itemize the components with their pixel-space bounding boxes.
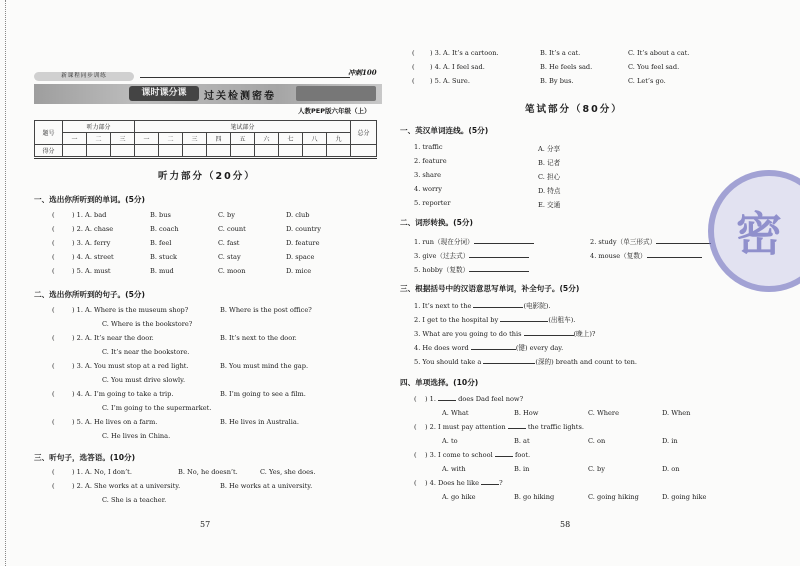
answer-paren[interactable]: (	[412, 49, 415, 57]
word: 2. feature	[414, 157, 447, 165]
section-title: 一、英汉单词连线。(5分)	[400, 126, 489, 135]
option: C. I’m going to the supermarket.	[102, 404, 212, 412]
option: B. It’s next to the door.	[220, 334, 297, 342]
banner-rule	[140, 77, 350, 78]
option: C. moon	[218, 267, 246, 275]
score-field[interactable]	[111, 145, 135, 157]
option: B. He works at a university.	[220, 482, 313, 490]
hint: (电影院).	[523, 302, 551, 310]
option: C. on	[588, 437, 606, 445]
score-cell-written: 笔试部分	[135, 121, 351, 133]
score-col: 三	[111, 133, 135, 145]
exam-title: 过关检测密卷	[204, 91, 276, 102]
score-col: 六	[255, 133, 279, 145]
score-field[interactable]	[279, 145, 303, 157]
banner-decoration	[296, 86, 376, 101]
prompt: 4. mouse（复数）	[590, 252, 647, 260]
option: ) 4. A. street	[72, 253, 114, 261]
answer-blank	[481, 484, 499, 485]
left-page	[30, 0, 382, 566]
option: B. He feels sad.	[540, 63, 593, 71]
prompt: 5. hobby（复数）	[414, 266, 470, 274]
option: ) 4. A. I’m going to take a trip.	[72, 390, 174, 398]
answer-paren[interactable]: (	[52, 468, 55, 476]
badge: 课时课分课	[129, 86, 199, 101]
score-col: 二	[159, 133, 183, 145]
word: 5. reporter	[414, 199, 451, 207]
score-field[interactable]	[63, 145, 87, 157]
score-col: 九	[327, 133, 351, 145]
option: C. going hiking	[588, 493, 639, 501]
option: D. feature	[286, 239, 320, 247]
binding-dotted-line	[5, 0, 6, 566]
answer-blank	[495, 456, 513, 457]
option: A. to	[442, 437, 458, 445]
score-table	[34, 120, 377, 157]
answer-paren[interactable]: (	[414, 395, 417, 403]
score-field[interactable]	[255, 145, 279, 157]
meaning: B. 记者	[538, 159, 561, 167]
section-title: 二、词形转换。(5分)	[400, 218, 473, 227]
score-cell-label: 题号	[35, 121, 63, 145]
answer-blank	[438, 400, 456, 401]
option: B. I’m going to see a film.	[220, 390, 306, 398]
option: C. He lives in China.	[102, 432, 171, 440]
score-field[interactable]	[135, 145, 159, 157]
option: B. mud	[150, 267, 174, 275]
meaning: D. 特点	[538, 187, 561, 195]
option: C. fast	[218, 239, 240, 247]
answer-blank[interactable]	[473, 307, 523, 308]
option: A. What	[442, 409, 469, 417]
option: D. When	[662, 409, 691, 417]
option: A. go hike	[442, 493, 476, 501]
option: C. It’s about a cat.	[628, 49, 690, 57]
answer-blank[interactable]	[656, 243, 711, 244]
option: B. Where is the post office?	[220, 306, 312, 314]
option: D. club	[286, 211, 310, 219]
sentence: 4. He does word	[414, 344, 469, 352]
header-divider	[34, 158, 377, 159]
answer-paren[interactable]: (	[52, 253, 55, 261]
option: ) 2. A. chase	[72, 225, 114, 233]
word: 1. traffic	[414, 143, 443, 151]
score-col: 二	[87, 133, 111, 145]
option: D. space	[286, 253, 315, 261]
answer-paren[interactable]: (	[52, 390, 55, 398]
prompt: 3. give（过去式）	[414, 252, 470, 260]
score-col: 八	[303, 133, 327, 145]
score-cell-total: 总分	[351, 121, 377, 145]
option: ) 5. A. Sure.	[430, 77, 470, 85]
answer-blank	[508, 428, 526, 429]
answer-paren[interactable]: (	[52, 239, 55, 247]
hint: (晚上)?	[573, 330, 596, 338]
answer-blank[interactable]	[483, 363, 535, 364]
option: C. stay	[218, 253, 241, 261]
answer-blank[interactable]	[500, 321, 548, 322]
option: B. bus	[150, 211, 171, 219]
score-col: 三	[183, 133, 207, 145]
brand-logo: 冲刺100	[348, 68, 377, 77]
option: D. country	[286, 225, 321, 233]
answer-paren[interactable]: (	[414, 479, 417, 487]
answer-blank[interactable]	[469, 257, 529, 258]
hint: (出租车).	[548, 316, 576, 324]
question-text: ) 3. I come to school	[424, 451, 493, 459]
listening-part-title: 听力部分（20分）	[158, 171, 256, 182]
sentence: 1. It’s next to the	[414, 302, 472, 310]
score-col: 四	[207, 133, 231, 145]
score-field[interactable]	[231, 145, 255, 157]
section-title: 二、选出你所听到的句子。(5分)	[34, 290, 145, 299]
hint: (键) every day.	[515, 344, 564, 352]
hint: (深的) breath and count to ten.	[535, 358, 638, 366]
option: B. in	[514, 465, 530, 473]
option: ) 5. A. He lives on a farm.	[72, 418, 158, 426]
score-field[interactable]	[351, 145, 377, 157]
question-text: ) 2. I must pay attention	[424, 423, 506, 431]
option: ) 1. A. bad	[72, 211, 107, 219]
option: B. go hiking	[514, 493, 555, 501]
answer-paren[interactable]: (	[52, 482, 55, 490]
question-text: ?	[499, 479, 503, 487]
option: C. Yes, she does.	[260, 468, 316, 476]
option: B. at	[514, 437, 530, 445]
option: C. You must drive slowly.	[102, 376, 186, 384]
section-title: 四、单项选择。(10分)	[400, 378, 479, 387]
question-number: ) 1.	[424, 395, 436, 403]
score-row-label: 得分	[35, 145, 63, 157]
answer-paren[interactable]: (	[52, 334, 55, 342]
answer-paren[interactable]: (	[52, 267, 55, 275]
option: B. You must mind the gap.	[220, 362, 309, 370]
meaning: C. 担心	[538, 173, 561, 181]
score-field[interactable]	[207, 145, 231, 157]
answer-paren[interactable]: (	[412, 63, 415, 71]
option: ) 3. A. You must stop at a red light.	[72, 362, 189, 370]
option: C. Where	[588, 409, 619, 417]
written-part-title: 笔试部分（80分）	[525, 104, 623, 115]
answer-paren[interactable]: (	[52, 211, 55, 219]
option: B. stuck	[150, 253, 178, 261]
stamp-char: 密	[736, 207, 782, 261]
section-title: 一、选出你所听到的单词。(5分)	[34, 195, 145, 204]
prompt: 2. study（单三形式）	[590, 238, 657, 246]
option: B. coach	[150, 225, 179, 233]
score-col: 五	[231, 133, 255, 145]
option: D. in	[662, 437, 678, 445]
option: ) 5. A. must	[72, 267, 111, 275]
option: A. with	[442, 465, 466, 473]
option: B. No, he doesn’t.	[178, 468, 238, 476]
option: C. Where is the bookstore?	[102, 320, 193, 328]
question-text: the traffic lights.	[527, 423, 584, 431]
answer-paren[interactable]: (	[414, 451, 417, 459]
answer-paren[interactable]: (	[52, 306, 55, 314]
answer-blank[interactable]	[524, 335, 574, 336]
prompt: 1. run（现在分词）	[414, 238, 474, 246]
option: ) 2. A. She works at a university.	[72, 482, 181, 490]
sentence: 5. You should take a	[414, 358, 482, 366]
series-tag: 新课程同步训练	[34, 72, 134, 81]
option: C. You feel sad.	[628, 63, 680, 71]
option: D. on	[662, 465, 680, 473]
score-col: 一	[135, 133, 159, 145]
word: 3. share	[414, 171, 442, 179]
option: D. mice	[286, 267, 312, 275]
title-banner	[34, 84, 382, 104]
option: B. He lives in Australia.	[220, 418, 299, 426]
option: C. by	[588, 465, 605, 473]
answer-paren[interactable]: (	[52, 362, 55, 370]
score-field[interactable]	[303, 145, 327, 157]
right-page	[400, 0, 770, 566]
option: C. She is a teacher.	[102, 496, 167, 504]
option: ) 2. A. It’s near the door.	[72, 334, 154, 342]
score-field[interactable]	[327, 145, 351, 157]
answer-paren[interactable]: (	[52, 225, 55, 233]
option: ) 1. A. No, I don’t.	[72, 468, 132, 476]
score-field[interactable]	[87, 145, 111, 157]
option: B. feel	[150, 239, 172, 247]
option: ) 3. A. It’s a cartoon.	[430, 49, 499, 57]
score-field[interactable]	[183, 145, 207, 157]
option: ) 3. A. ferry	[72, 239, 111, 247]
question-text: ) 4. Does he like	[424, 479, 480, 487]
question-text: foot.	[514, 451, 531, 459]
answer-paren[interactable]: (	[412, 77, 415, 85]
option: B. By bus.	[540, 77, 574, 85]
option: D. going hike	[662, 493, 707, 501]
option: B. How	[514, 409, 539, 417]
score-col: 七	[279, 133, 303, 145]
option: B. It’s a cat.	[540, 49, 581, 57]
section-title: 三、听句子，选答语。(10分)	[34, 453, 136, 462]
meaning: E. 交通	[538, 201, 561, 209]
score-field[interactable]	[159, 145, 183, 157]
option: C. It’s near the bookstore.	[102, 348, 190, 356]
answer-paren[interactable]: (	[414, 423, 417, 431]
answer-blank[interactable]	[647, 257, 702, 258]
section-title: 三、根据括号中的汉语意思写单词，补全句子。(5分)	[400, 284, 580, 293]
answer-blank[interactable]	[471, 349, 516, 350]
option: C. count	[218, 225, 246, 233]
question-text: does Dad feel now?	[458, 395, 524, 403]
page-number: 57	[200, 520, 211, 529]
option: C. by	[218, 211, 235, 219]
score-cell-listening: 听力部分	[63, 121, 135, 133]
score-col: 一	[63, 133, 87, 145]
sentence: 3. What are you going to do this	[414, 330, 522, 338]
page-number: 58	[560, 520, 571, 529]
option: ) 4. A. I feel sad.	[430, 63, 485, 71]
answer-blank[interactable]	[474, 243, 534, 244]
option: ) 1. A. Where is the museum shop?	[72, 306, 189, 314]
answer-blank[interactable]	[469, 271, 529, 272]
meaning: A. 分享	[538, 145, 561, 153]
word: 4. worry	[414, 185, 443, 193]
edition-label: 人教PEP版六年级（上）	[298, 107, 371, 115]
sentence: 2. I get to the hospital by	[414, 316, 499, 324]
answer-paren[interactable]: (	[52, 418, 55, 426]
option: C. Let’s go.	[628, 77, 666, 85]
